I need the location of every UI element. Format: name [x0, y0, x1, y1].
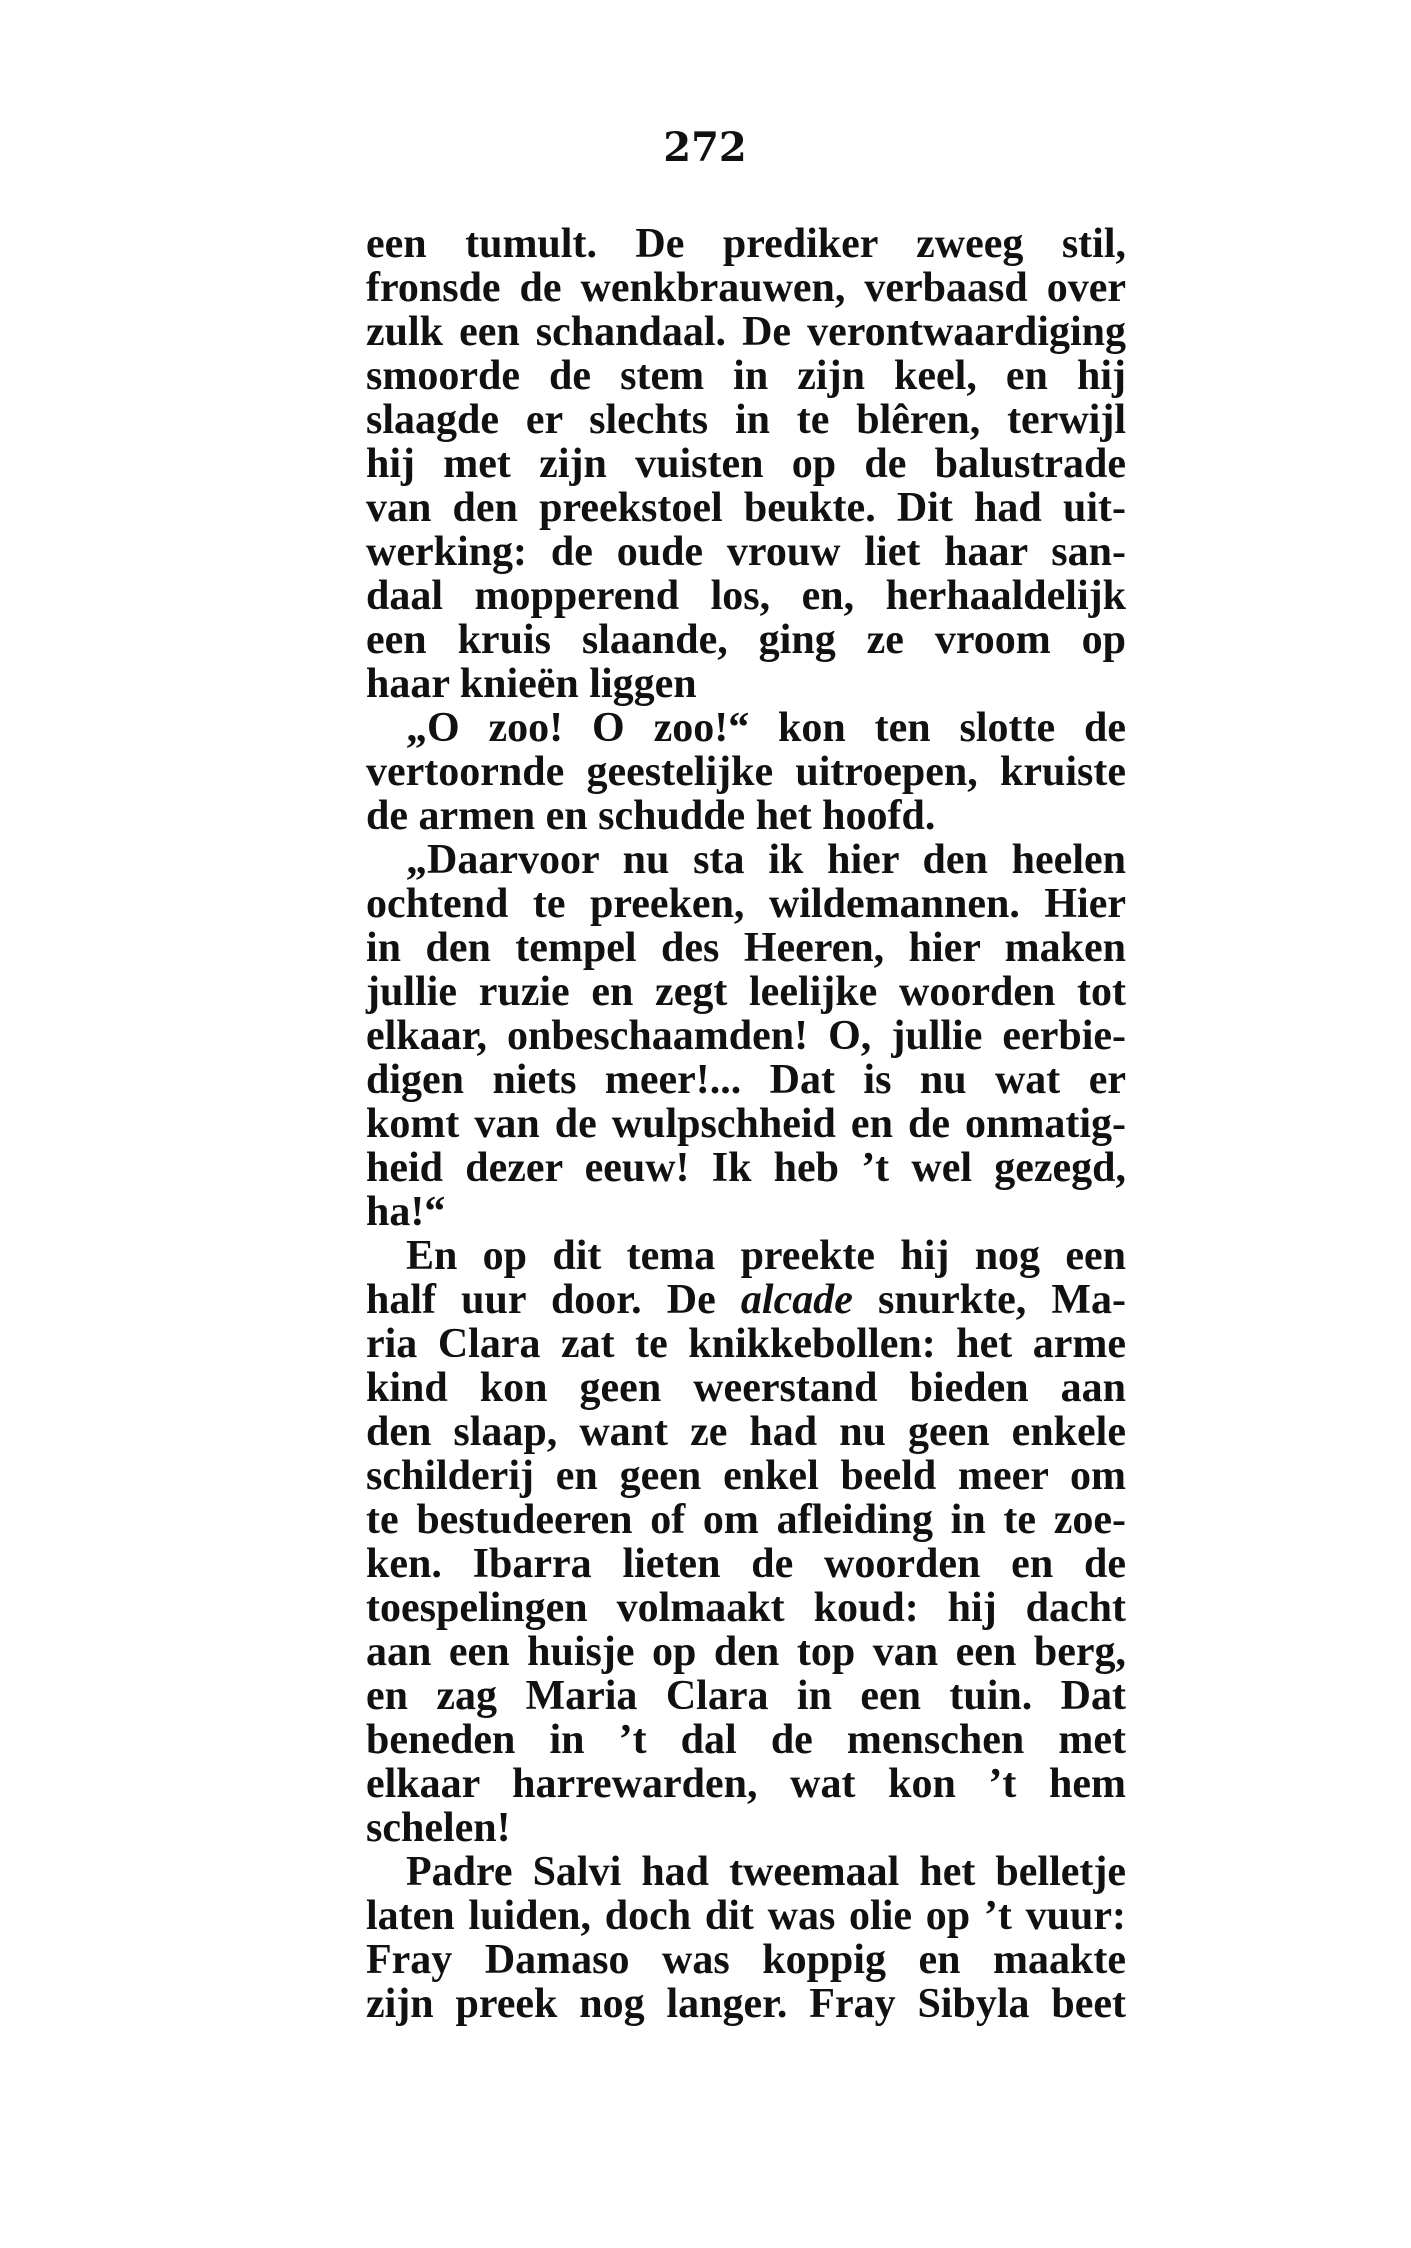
text-line: aan een huisje op den top van een berg,: [366, 1629, 1126, 1675]
text-line: fronsde de wenkbrauwen, verbaasd over: [366, 265, 1126, 311]
text-line: „Daarvoor nu sta ik hier den heelen: [406, 837, 1126, 883]
text-line: elkaar, onbeschaamden! O, jullie eerbie-: [366, 1013, 1126, 1059]
text-line: schelen!: [366, 1805, 511, 1851]
page-number: 272: [663, 124, 747, 171]
text-line: werking: de oude vrouw liet haar san-: [366, 529, 1126, 575]
text-line: vertoornde geestelijke uitroepen, kruiste: [366, 749, 1126, 795]
text-line: digen niets meer!... Dat is nu wat er: [366, 1057, 1126, 1103]
text-line: smoorde de stem in zijn keel, en hij: [366, 353, 1126, 399]
text-line: de armen en schudde het hoofd.: [366, 793, 936, 839]
text-line: haar knieën liggen: [366, 661, 697, 707]
text-line: kind kon geen weerstand bieden aan: [366, 1365, 1126, 1411]
text-line: Fray Damaso was koppig en maakte: [366, 1937, 1126, 1983]
body-text: [366, 222, 1126, 2026]
text-line: daal mopperend los, en, herhaaldelijk: [366, 573, 1126, 619]
text-line: ria Clara zat te knikkebollen: het arme: [366, 1321, 1126, 1367]
text-line: een tumult. De prediker zweeg stil,: [366, 221, 1126, 267]
text-line: beneden in ’t dal de menschen met: [366, 1717, 1126, 1763]
text-line: van den preekstoel beukte. Dit had uit-: [366, 485, 1126, 531]
text-line: elkaar harrewarden, wat kon ’t hem: [366, 1761, 1126, 1807]
text-line: toespelingen volmaakt koud: hij dacht: [366, 1585, 1126, 1631]
text-line: komt van de wulpschheid en de onmatig-: [366, 1101, 1126, 1147]
text-line: „O zoo! O zoo!“ kon ten slotte de: [406, 705, 1126, 751]
text-line: en zag Maria Clara in een tuin. Dat: [366, 1673, 1126, 1719]
text-line-with-italic: [366, 1278, 1126, 1322]
text-line: Padre Salvi had tweemaal het belletje: [406, 1849, 1126, 1895]
text-fragment: half uur door. De: [366, 1277, 716, 1323]
text-line: laten luiden, doch dit was olie op ’t vuur:: [366, 1893, 1126, 1939]
text-line: den slaap, want ze had nu geen enkele: [366, 1409, 1126, 1455]
text-line: zijn preek nog langer. Fray Sibyla beet: [366, 1981, 1126, 2027]
text-line: ken. Ibarra lieten de woorden en de: [366, 1541, 1126, 1587]
text-line: hij met zijn vuisten op de balustrade: [366, 441, 1126, 487]
text-line: een kruis slaande, ging ze vroom op: [366, 617, 1126, 663]
text-line: te bestudeeren of om afleiding in te zoe-: [366, 1497, 1126, 1543]
text-fragment: snurkte, Ma-: [878, 1277, 1127, 1323]
text-line: En op dit tema preekte hij nog een: [406, 1233, 1126, 1279]
text-line: ochtend te preeken, wildemannen. Hier: [366, 881, 1126, 927]
text-line: ha!“: [366, 1189, 446, 1235]
text-line: zulk een schandaal. De verontwaardiging: [366, 309, 1126, 355]
text-line: in den tempel des Heeren, hier maken: [366, 925, 1126, 971]
text-line: heid dezer eeuw! Ik heb ’t wel gezegd,: [366, 1145, 1126, 1191]
text-line: jullie ruzie en zegt leelijke woorden tot: [366, 969, 1126, 1015]
text-line: slaagde er slechts in te blêren, terwijl: [366, 397, 1126, 443]
text-line: schilderij en geen enkel beeld meer om: [366, 1453, 1126, 1499]
italic-word: alcade: [740, 1277, 853, 1323]
